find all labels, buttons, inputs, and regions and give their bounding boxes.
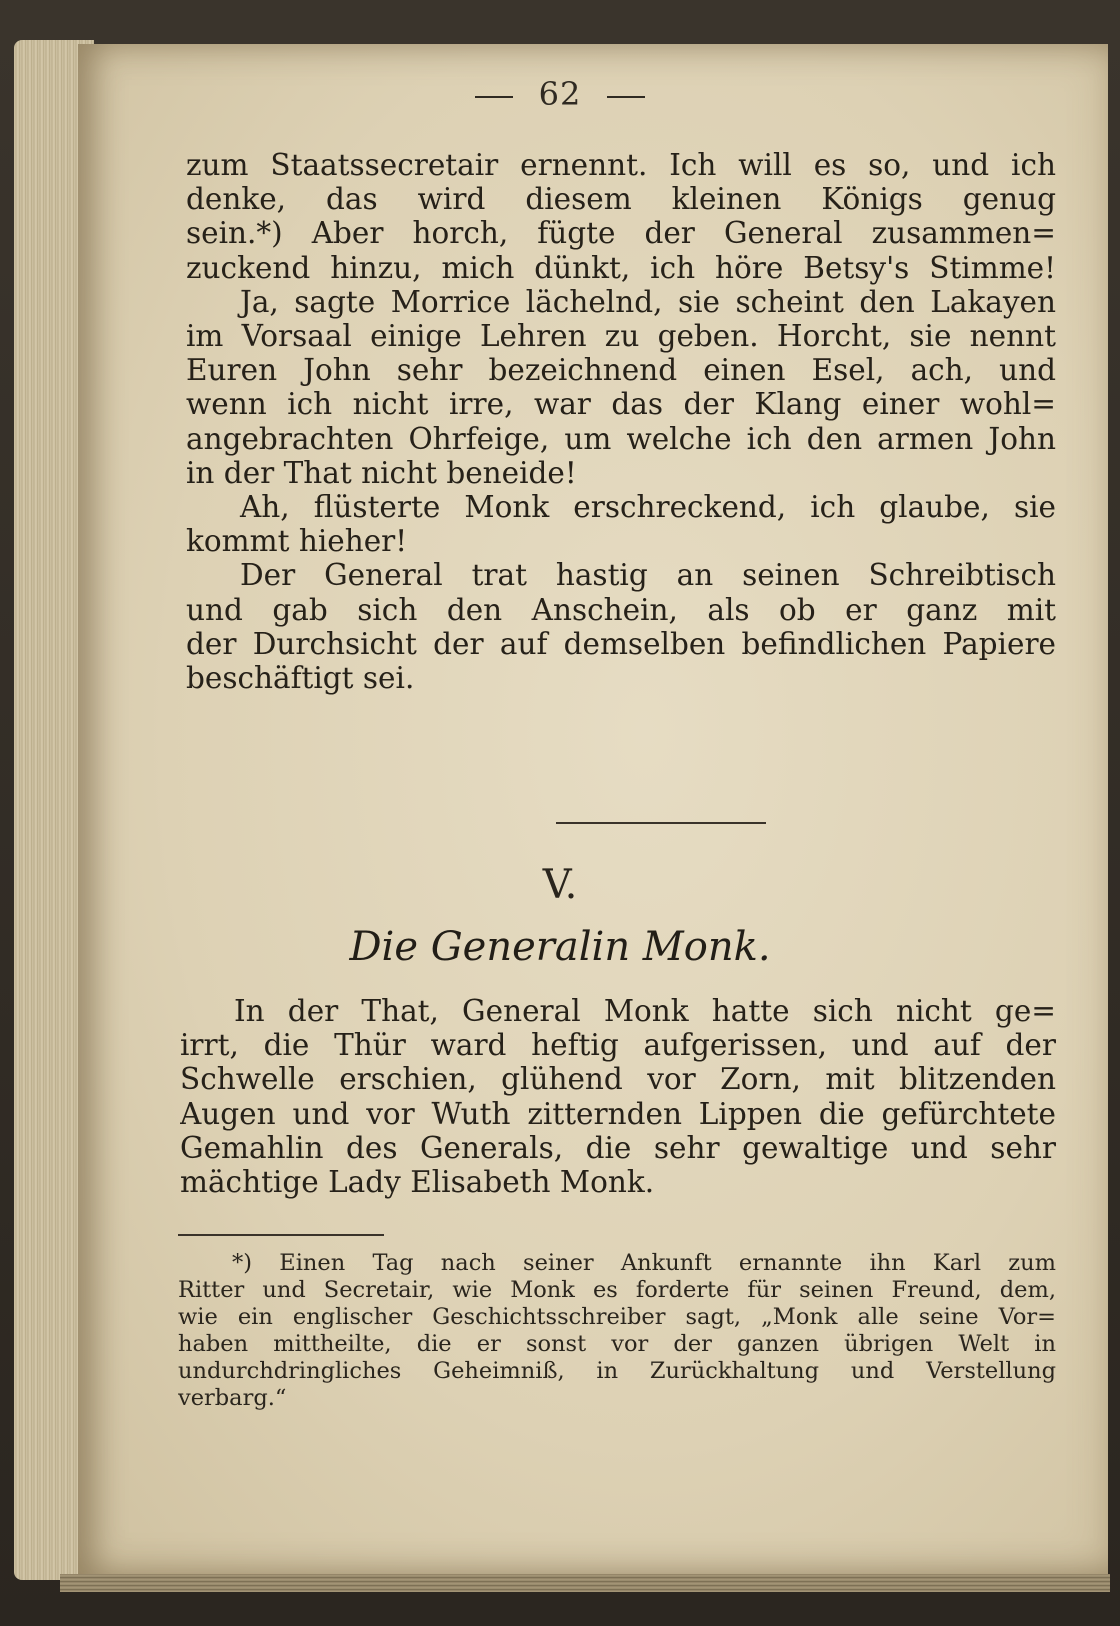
footnote-line: undurchdringliches Geheimniß, in Zurückhaltung und Verstellung (178, 1358, 1056, 1384)
head-dash-left (475, 96, 513, 98)
text-line: irrt, die Thür ward heftig aufgerissen, und auf der (180, 1028, 1056, 1063)
page-number: 62 (538, 75, 582, 113)
paragraph-3 (186, 490, 1056, 558)
footnote-line: wie ein englischer Geschichtsschreiber sagt, „Monk alle seine Vor= (178, 1304, 1056, 1330)
text-line: In der That, General Monk hatte sich nicht ge= (234, 994, 1056, 1028)
section-divider (556, 822, 766, 824)
text-line: zum Staatssecretair ernennt. Ich will es so, und ich (186, 148, 1056, 182)
text-line: Euren John sehr bezeichnend einen Esel, ach, und (186, 353, 1056, 388)
text-line: Augen und vor Wuth zitternden Lippen die gefürchtete (180, 1096, 1056, 1131)
text-line: Ah, flüsterte Monk erschreckend, ich glaube, sie (240, 490, 1056, 525)
text-line: zuckend hinzu, mich dünkt, ich höre Betsy's Stimme! (186, 250, 1056, 285)
bottom-page-edges (60, 1574, 1110, 1592)
footnote-line: haben mittheilte, die er sonst vor der ganzen übrigen Welt in (178, 1331, 1056, 1357)
text-line: beschäftigt sei. (186, 661, 415, 696)
text-line: kommt hieher! (186, 524, 408, 559)
footnote-divider (178, 1234, 384, 1236)
text-line: Schwelle erschien, glühend vor Zorn, mit blitzenden (180, 1062, 1056, 1097)
text-line: Ja, sagte Morrice lächelnd, sie scheint den Lakayen (240, 284, 1056, 319)
chapter-number: V. (542, 862, 578, 908)
text-line: sein.*) Aber horch, fügte der General zusammen= (186, 216, 1056, 251)
paragraph-4 (186, 558, 1056, 695)
paragraph-2 (186, 285, 1056, 490)
text-line: Der General trat hastig an seinen Schreibtisch (240, 558, 1056, 593)
chapter-text (180, 994, 1056, 1199)
text-line: mächtige Lady Elisabeth Monk. (180, 1165, 655, 1200)
paragraph-1 (186, 148, 1056, 285)
footnote-line: verbarg.“ (178, 1385, 287, 1411)
chapter-title: Die Generalin Monk. (349, 924, 771, 970)
footnote-line: *) Einen Tag nach seiner Ankunft ernannte ihn Karl zum (232, 1250, 1056, 1276)
footnote-line: Ritter und Secretair, wie Monk es forderte für seinen Freund, dem, (178, 1277, 1056, 1303)
text-line: denke, das wird diesem kleinen Königs genug (186, 182, 1056, 217)
body-text (186, 148, 1056, 695)
text-line: wenn ich nicht irre, war das der Klang einer wohl= (186, 387, 1056, 422)
text-line: in der That nicht beneide! (186, 455, 577, 490)
text-line: im Vorsaal einige Lehren zu geben. Horcht, sie nennt (186, 319, 1056, 354)
text-line: angebrachten Ohrfeige, um welche ich den armen John (186, 421, 1056, 456)
text-line: Gemahlin des Generals, die sehr gewaltige und sehr (180, 1130, 1056, 1165)
text-line: der Durchsicht der auf demselben befindlichen Papiere (186, 626, 1056, 661)
text-line: und gab sich den Anschein, als ob er ganz mit (186, 592, 1056, 627)
head-dash-right (607, 96, 645, 98)
running-head (0, 75, 1120, 113)
footnote (178, 1250, 1056, 1412)
